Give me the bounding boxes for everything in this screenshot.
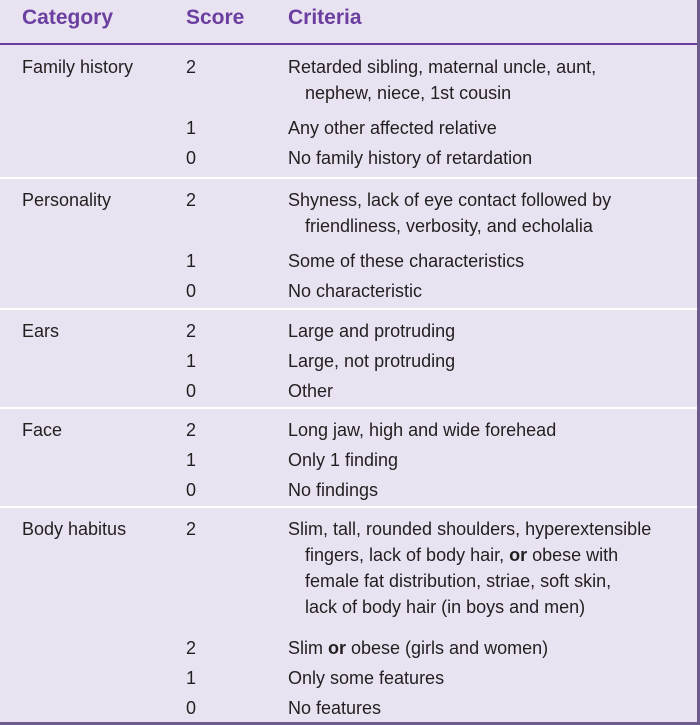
criteria-cell — [288, 115, 688, 141]
criteria-line: friendliness, verbosity, and echolalia — [305, 216, 593, 236]
header-score: Score — [186, 6, 245, 29]
criteria-line — [288, 542, 688, 568]
criteria-line: Long jaw, high and wide forehead — [288, 420, 557, 440]
criteria-line: Retarded sibling, maternal uncle, aunt, — [288, 57, 597, 77]
criteria-line — [288, 635, 688, 661]
criteria-line: No findings — [288, 480, 379, 500]
score-cell: 1 — [186, 251, 197, 271]
criteria-keyword: or — [509, 545, 528, 565]
table-header — [0, 0, 697, 42]
criteria-cell — [288, 54, 688, 106]
criteria-line: Only some features — [288, 668, 445, 688]
criteria-cell — [288, 447, 688, 473]
criteria-cell — [288, 318, 688, 344]
criteria-line: Other — [288, 381, 334, 401]
criteria-cell — [288, 695, 688, 721]
criteria-text: obese with — [527, 545, 619, 565]
criteria-line: Shyness, lack of eye contact followed by — [288, 190, 612, 210]
score-cell: 1 — [186, 351, 197, 371]
score-cell: 0 — [186, 480, 197, 500]
score-cell: 2 — [186, 190, 197, 210]
score-cell: 0 — [186, 148, 197, 168]
criteria-cell — [288, 248, 688, 274]
criteria-line: Any other affected relative — [288, 118, 497, 138]
score-cell: 2 — [186, 519, 197, 539]
group-divider — [0, 506, 697, 508]
score-cell: 1 — [186, 118, 197, 138]
category-cell: Face — [22, 420, 63, 440]
criteria-line: No features — [288, 698, 382, 718]
criteria-text: fingers, lack of body hair, — [305, 545, 510, 565]
score-cell: 2 — [186, 321, 197, 341]
criteria-cell — [288, 378, 688, 404]
category-cell: Ears — [22, 321, 60, 341]
criteria-cell — [288, 187, 688, 239]
score-cell: 0 — [186, 281, 197, 301]
group-divider — [0, 308, 697, 310]
criteria-line: lack of body hair (in boys and men) — [305, 597, 586, 617]
criteria-line: female fat distribution, striae, soft skin, — [305, 571, 612, 591]
criteria-text: Slim — [288, 638, 328, 658]
criteria-line: No characteristic — [288, 281, 423, 301]
criteria-line: Only 1 finding — [288, 450, 399, 470]
category-cell: Family history — [22, 57, 134, 77]
criteria-line: No family history of retardation — [288, 148, 533, 168]
criteria-cell — [288, 145, 688, 171]
header-category: Category — [22, 6, 114, 29]
criteria-cell — [288, 635, 688, 661]
criteria-line: Large and protruding — [288, 321, 456, 341]
category-cell: Body habitus — [22, 519, 127, 539]
criteria-cell — [288, 665, 688, 691]
score-cell: 2 — [186, 638, 197, 658]
score-cell: 2 — [186, 57, 197, 77]
criteria-cell — [288, 348, 688, 374]
category-cell: Personality — [22, 190, 112, 210]
header-divider — [0, 43, 697, 45]
criteria-line: Some of these characteristics — [288, 251, 525, 271]
score-cell: 0 — [186, 381, 197, 401]
criteria-cell — [288, 417, 688, 443]
group-divider — [0, 407, 697, 409]
criteria-cell — [288, 516, 688, 620]
header-criteria: Criteria — [288, 6, 362, 29]
score-cell: 1 — [186, 450, 197, 470]
score-cell: 1 — [186, 668, 197, 688]
criteria-cell — [288, 477, 688, 503]
criteria-line: nephew, niece, 1st cousin — [305, 83, 512, 103]
criteria-text: obese (girls and women) — [346, 638, 549, 658]
criteria-line: Slim, tall, rounded shoulders, hyperextensible — [288, 519, 652, 539]
group-divider — [0, 177, 697, 179]
score-cell: 2 — [186, 420, 197, 440]
criteria-line: Large, not protruding — [288, 351, 456, 371]
criteria-cell — [288, 278, 688, 304]
criteria-keyword: or — [328, 638, 346, 658]
score-cell: 0 — [186, 698, 197, 718]
